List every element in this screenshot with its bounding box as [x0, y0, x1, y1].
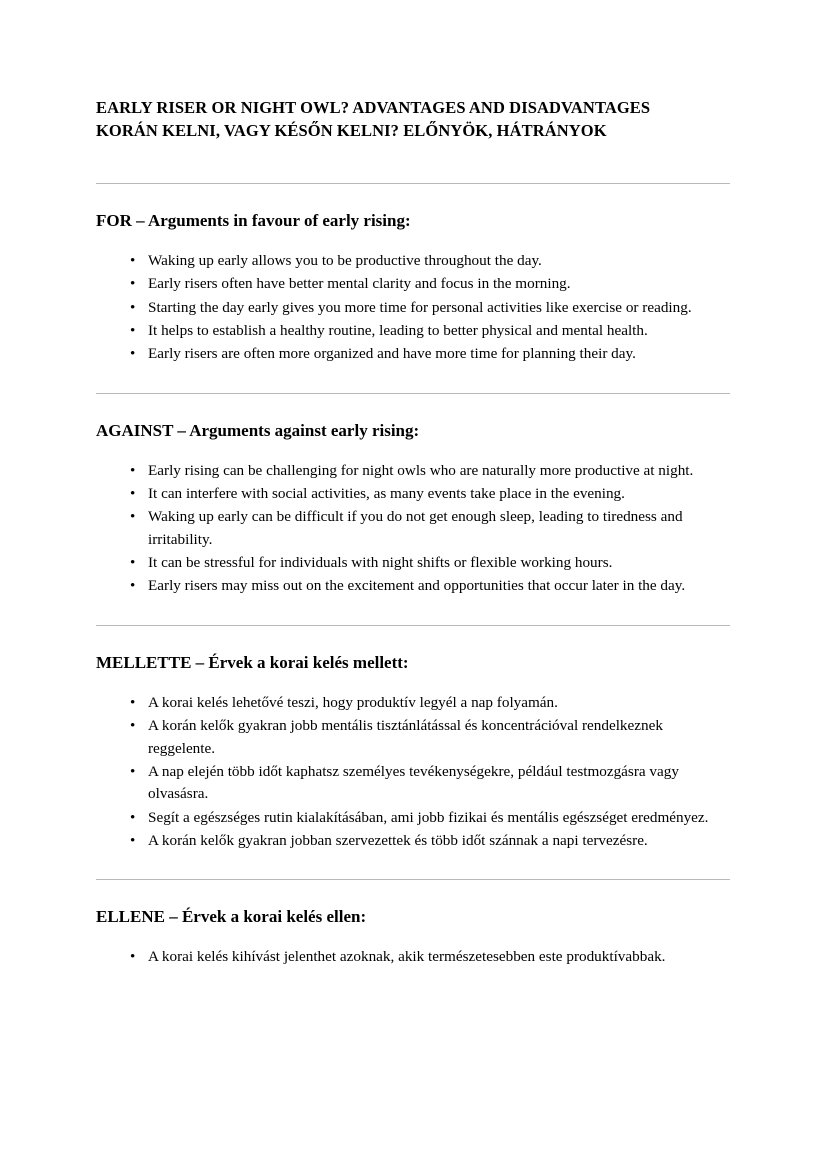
- bullet-icon: •: [130, 717, 136, 735]
- bullet-icon: •: [130, 251, 136, 269]
- section-heading-mellette: MELLETTE – Érvek a korai kelés mellett:: [96, 652, 409, 672]
- bullet-list-for: [96, 250, 730, 366]
- list-item-text: Segít a egészséges rutin kialakításában, ami jobb fizikai és mentális egészséget eredményez.: [148, 808, 709, 826]
- list-item: [96, 807, 730, 829]
- section-heading-against: AGAINST – Arguments against early rising:: [96, 420, 420, 440]
- list-item-text: A nap elején több időt kaphatsz személyes tevékenységekre, például testmozgásra vagy olvasásra.: [148, 762, 679, 803]
- bullet-list-mellette: [96, 692, 730, 852]
- list-item-text: It can interfere with social activities, as many events take place in the evening.: [148, 485, 625, 503]
- bullet-icon: •: [130, 693, 136, 711]
- list-item-text: A korai kelés lehetővé teszi, hogy produktív legyél a nap folyamán.: [148, 693, 558, 711]
- bullet-icon: •: [130, 808, 136, 826]
- list-item: [96, 552, 730, 574]
- list-item-text: Early risers often have better mental clarity and focus in the morning.: [148, 275, 571, 293]
- list-item-text: A korai kelés kihívást jelenthet azoknak, akik természetesebben este produktívabbak.: [148, 948, 666, 966]
- list-item: [96, 506, 730, 551]
- section-ellene: [96, 880, 730, 968]
- list-item: [96, 273, 730, 295]
- section-mellette: [96, 626, 730, 880]
- list-item: [96, 297, 730, 319]
- list-item: [96, 575, 730, 597]
- bullet-icon: •: [130, 948, 136, 966]
- bullet-icon: •: [130, 554, 136, 572]
- list-item: [96, 320, 730, 342]
- bullet-icon: •: [130, 298, 136, 316]
- bullet-icon: •: [130, 762, 136, 780]
- bullet-icon: •: [130, 321, 136, 339]
- section-heading-for: FOR – Arguments in favour of early rising:: [96, 210, 411, 230]
- list-item: [96, 460, 730, 482]
- section-for: [96, 184, 730, 393]
- section-against: [96, 394, 730, 625]
- list-item-text: A korán kelők gyakran jobb mentális tisztánlátással és koncentrációval rendelkeznek reggelente.: [148, 717, 663, 757]
- bullet-list-against: [96, 460, 730, 598]
- list-item-text: A korán kelők gyakran jobban szervezettek és több időt szánnak a napi tervezésre.: [148, 831, 648, 849]
- list-item: [96, 483, 730, 505]
- page-title: [96, 96, 730, 143]
- bullet-icon: •: [130, 461, 136, 479]
- bullet-icon: •: [130, 345, 136, 363]
- bullet-list-ellene: [96, 946, 730, 968]
- bullet-icon: •: [130, 831, 136, 849]
- page-title-line-hu: KORÁN KELNI, VAGY KÉSŐN KELNI? ELŐNYÖK, HÁTRÁNYOK: [96, 121, 607, 141]
- bullet-icon: •: [130, 275, 136, 293]
- section-heading-ellene: ELLENE – Érvek a korai kelés ellen:: [96, 907, 367, 927]
- list-item-text: It helps to establish a healthy routine, leading to better physical and mental health.: [148, 321, 648, 339]
- list-item: [96, 343, 730, 365]
- list-item: [96, 946, 730, 968]
- list-item-text: Starting the day early gives you more time for personal activities like exercise or reading.: [148, 298, 692, 316]
- page-title-line-en: EARLY RISER OR NIGHT OWL? ADVANTAGES AND DISADVANTAGES: [96, 98, 651, 117]
- list-item-text: It can be stressful for individuals with night shifts or flexible working hours.: [148, 554, 613, 572]
- list-item-text: Waking up early can be difficult if you do not get enough sleep, leading to tiredness and irritability.: [148, 508, 683, 548]
- list-item-text: Waking up early allows you to be productive throughout the day.: [148, 251, 542, 269]
- list-item: [96, 715, 730, 760]
- list-item-text: Early risers are often more organized and have more time for planning their day.: [148, 345, 636, 363]
- list-item: [96, 692, 730, 714]
- list-item-text: Early risers may miss out on the excitement and opportunities that occur later in the day.: [148, 577, 686, 595]
- bullet-icon: •: [130, 485, 136, 503]
- list-item: [96, 761, 730, 806]
- bullet-icon: •: [130, 577, 136, 595]
- list-item-text: Early rising can be challenging for night owls who are naturally more productive at night.: [148, 461, 694, 479]
- list-item: [96, 250, 730, 272]
- document-body: [96, 96, 730, 970]
- bullet-icon: •: [130, 508, 136, 526]
- list-item: [96, 830, 730, 852]
